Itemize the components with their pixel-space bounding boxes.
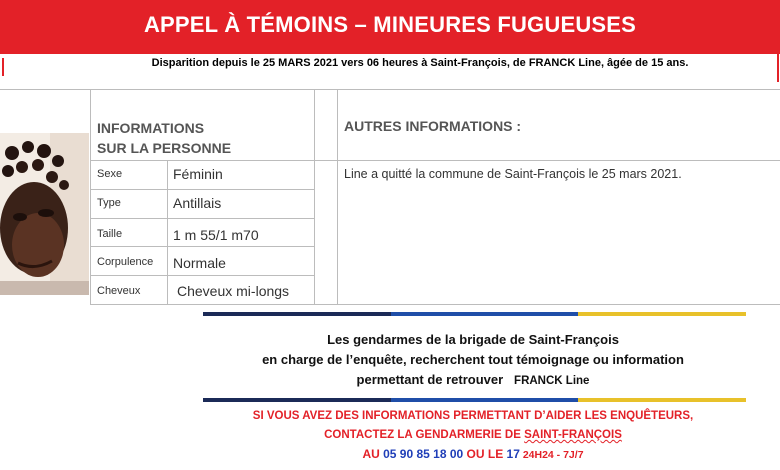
person-info-heading-line2: SUR LA PERSONNE — [97, 140, 232, 156]
appeal-line3-prefix: permettant de retrouver — [356, 372, 515, 387]
label-sexe: Sexe — [97, 168, 123, 180]
subtitle-name: FRANCK Line — [528, 57, 601, 69]
bar-segment-navy — [203, 398, 391, 402]
table-top-border — [0, 89, 780, 90]
appeal-line1: Les gendarmes de la brigade de Saint-François — [327, 332, 619, 347]
table-row-divider — [90, 246, 315, 247]
value-cheveux: Cheveux mi-longs — [177, 283, 290, 299]
subtitle-prefix: Disparition depuis le 25 MARS 2021 vers 06 heures à Saint-François, de — [151, 57, 529, 69]
value-corpulence: Normale — [173, 255, 226, 271]
table-row-divider — [90, 218, 315, 219]
disappearance-subtitle — [60, 57, 780, 69]
person-photo-graphic — [0, 133, 89, 295]
table-column-divider — [337, 89, 338, 304]
tricolor-bar-top — [203, 312, 746, 316]
value-taille: 1 m 55/1 m70 — [173, 227, 259, 243]
other-info-text: Line a quitté la commune de Saint-François le 25 mars 2021. — [344, 167, 682, 181]
label-taille: Taille — [97, 228, 123, 240]
contact-block — [203, 407, 743, 465]
table-bottom-border — [90, 304, 780, 305]
appeal-line2: en charge de l’enquête, recherchent tout témoignage ou information — [262, 352, 684, 367]
table-row-divider — [90, 189, 315, 190]
emergency-number: 17 — [506, 447, 520, 461]
table-value-divider — [314, 89, 315, 304]
phone-or: OU LE — [463, 447, 507, 461]
label-type: Type — [97, 197, 121, 209]
phone-prefix: AU — [362, 447, 384, 461]
tricolor-bar-bottom — [203, 398, 746, 402]
appeal-line3-name: FRANCK Line — [514, 375, 590, 387]
other-info-heading: AUTRES INFORMATIONS : — [344, 118, 522, 134]
bar-segment-gold — [578, 398, 746, 402]
value-type: Antillais — [173, 195, 222, 211]
phone-line — [203, 445, 743, 465]
gendarmerie-phone-number: 05 90 85 18 00 — [383, 447, 464, 461]
table-left-border — [90, 89, 91, 304]
person-info-heading — [97, 118, 307, 158]
table-row-divider — [90, 275, 315, 276]
table-header-divider — [90, 160, 780, 161]
contact-line2 — [203, 426, 743, 445]
person-info-heading-line1: INFORMATIONS — [97, 120, 205, 136]
contact-place: SAINT-FRANÇOIS — [524, 429, 622, 441]
availability: 24H24 - 7J/7 — [519, 449, 584, 461]
bar-segment-blue — [391, 398, 578, 402]
contact-line1: SI VOUS AVEZ DES INFORMATIONS PERMETTANT D’AIDER LES ENQUÊTEURS, — [252, 410, 694, 422]
bar-segment-blue — [391, 312, 578, 316]
missing-person-photo — [0, 133, 89, 295]
label-cheveux: Cheveux — [97, 285, 141, 297]
page-title: APPEL À TÉMOINS – MINEURES FUGUEUSES — [143, 12, 637, 37]
banner-left-border — [2, 58, 4, 76]
label-corpulence: Corpulence — [97, 256, 154, 268]
subtitle-suffix: , âgée de 15 ans. — [600, 57, 689, 69]
appeal-line3 — [203, 370, 743, 391]
table-label-divider — [167, 160, 168, 304]
bar-segment-gold — [578, 312, 746, 316]
value-sexe: Féminin — [173, 166, 223, 182]
contact-line2-prefix: CONTACTEZ LA GENDARMERIE DE — [324, 429, 525, 441]
appeal-text — [203, 330, 743, 391]
bar-segment-navy — [203, 312, 391, 316]
